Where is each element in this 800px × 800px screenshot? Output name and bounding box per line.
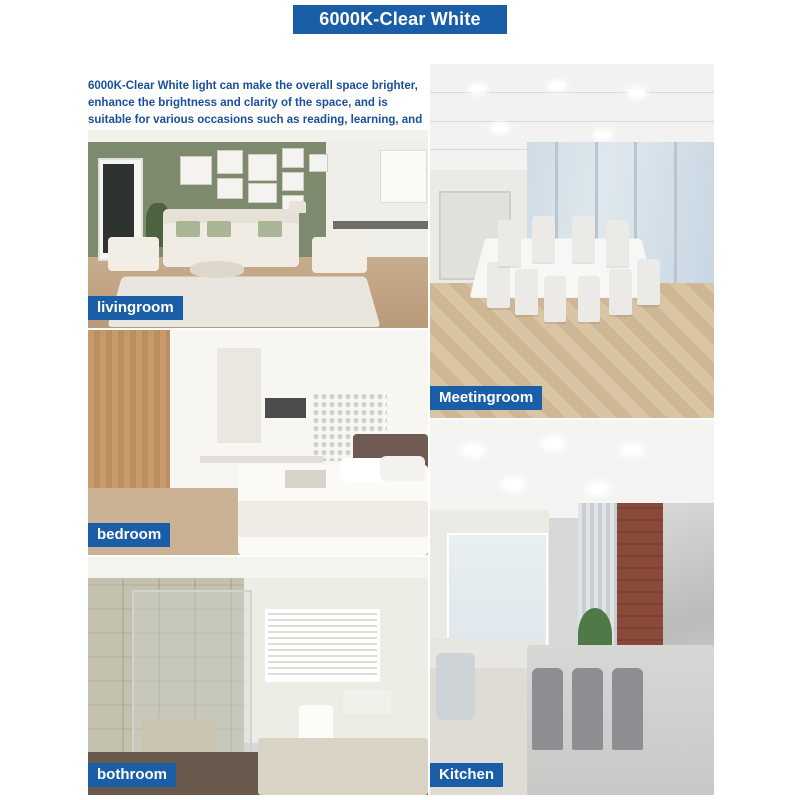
scene-photo-grid [88, 130, 714, 795]
header-banner [293, 5, 507, 34]
page-title: 6000K-Clear White [319, 9, 481, 29]
scene-tile-bedroom [88, 330, 428, 555]
kitchen-photo [430, 420, 714, 795]
scene-caption-bedroom: bedroom [88, 523, 170, 547]
scene-caption-meetingroom: Meetingroom [430, 386, 542, 410]
scene-tile-bothroom [88, 557, 428, 795]
meetingroom-photo [430, 64, 714, 418]
intro-paragraph: 6000K-Clear White light can make the overall space brighter, enhance the brightness and clarity of the space, and is suitable for various occasions such as reading, learning, and [88, 79, 423, 126]
scene-tile-meetingroom [430, 64, 714, 418]
scene-caption-livingroom: livingroom [88, 296, 183, 320]
scene-tile-livingroom [88, 130, 428, 328]
scene-caption-bothroom: bothroom [88, 763, 176, 787]
scene-caption-kitchen: Kitchen [430, 763, 503, 787]
scene-tile-kitchen [430, 420, 714, 795]
bothroom-photo [88, 557, 428, 795]
bedroom-photo [88, 330, 428, 555]
